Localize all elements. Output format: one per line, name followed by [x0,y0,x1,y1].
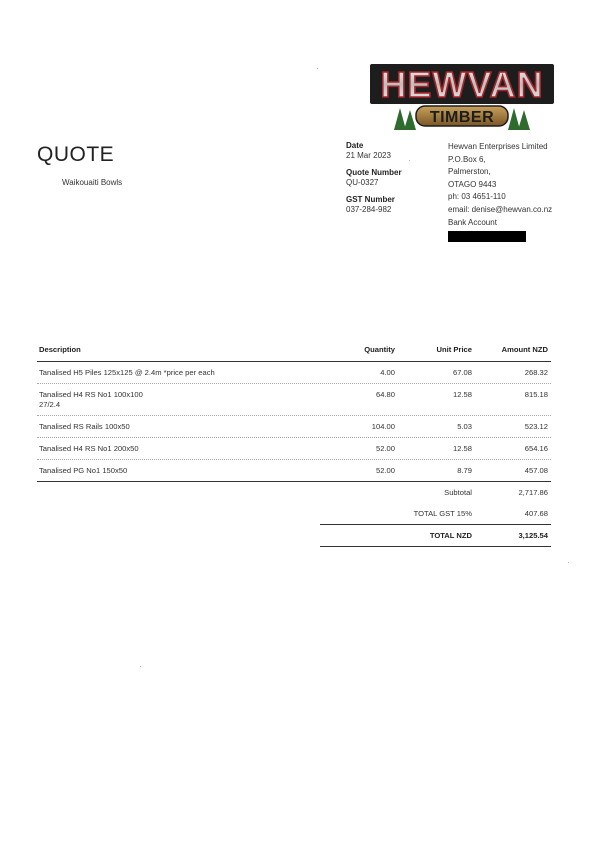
totals-block [320,482,551,547]
row-description-detail: 27/2.4 [39,400,61,409]
subtotal-row [320,482,551,503]
row-unit-price: 12.58 [452,444,472,453]
row-description: Tanalised H4 RS No1 100x100 [39,390,143,399]
table-header [37,341,551,362]
row-quantity: 52.00 [375,466,395,475]
table-row [37,416,551,438]
gst-row [320,503,551,524]
bank-account-label: Bank Account [448,217,497,227]
row-description: Tanalised PG No1 150x50 [39,466,128,475]
line-items-table [37,341,551,482]
row-description: Tanalised H5 Piles 125x125 @ 2.4m *price per each [39,368,215,377]
redacted-bank-account [448,231,526,242]
header-unit-price: Unit Price [436,345,472,354]
row-unit-price: 12.58 [452,390,472,399]
svg-text:HEWVAN: HEWVAN [380,64,544,105]
company-name: Hewvan Enterprises Limited [448,142,548,151]
scan-speck [317,68,318,69]
row-amount: 815.18 [524,390,548,399]
row-amount: 457.08 [524,466,548,475]
date-value: 21 Mar 2023 [346,151,391,160]
header-quantity: Quantity [364,345,395,354]
company-phone: ph: 03 4651-110 [448,192,506,202]
row-unit-price: 67.08 [452,368,472,377]
table-row [37,460,551,482]
gst-value: 407.68 [524,509,548,518]
document-title: QUOTE [37,143,115,166]
company-email: email: denise@hewvan.co.nz [448,204,553,214]
header-amount: Amount NZD [501,345,548,354]
row-amount: 268.32 [524,368,548,377]
row-description: Tanalised H4 RS No1 200x50 [39,444,139,453]
table-row [37,362,551,384]
row-unit-price: 8.79 [457,466,472,475]
gst-number-label: GST Number [346,195,395,204]
quote-meta [346,141,402,222]
scan-speck [568,562,569,563]
total-value: 3,125.54 [518,531,548,540]
row-quantity: 52.00 [375,444,395,453]
header-description: Description [39,345,81,354]
gst-label: TOTAL GST 15% [413,509,472,518]
row-amount: 523.12 [524,422,548,431]
date-label: Date [346,141,364,150]
row-quantity: 4.00 [380,368,395,377]
row-amount: 654.16 [524,444,548,453]
subtotal-value: 2,717.86 [518,488,548,497]
table-row [37,438,551,460]
row-description: Tanalised RS Rails 100x50 [39,422,130,431]
total-row [320,524,551,547]
row-quantity: 64.80 [375,390,395,399]
quote-number-value: QU-0327 [346,178,379,187]
scan-speck [140,666,141,667]
table-row [37,384,551,416]
company-address-line: OTAGO 9443 [448,179,497,189]
row-quantity: 104.00 [371,422,395,431]
company-address [448,141,552,247]
company-address-line: P.O.Box 6, [448,154,486,164]
row-unit-price: 5.03 [457,422,472,431]
gst-number-value: 037-284-982 [346,205,392,214]
company-address-line: Palmerston, [448,167,491,177]
total-label: TOTAL NZD [429,531,472,540]
quote-number-label: Quote Number [346,168,402,177]
hewvan-timber-logo [370,64,554,134]
customer-name: Waikouaiti Bowls [62,178,123,187]
svg-text:TIMBER: TIMBER [429,109,495,126]
scan-speck [409,160,410,161]
subtotal-label: Subtotal [444,488,472,497]
